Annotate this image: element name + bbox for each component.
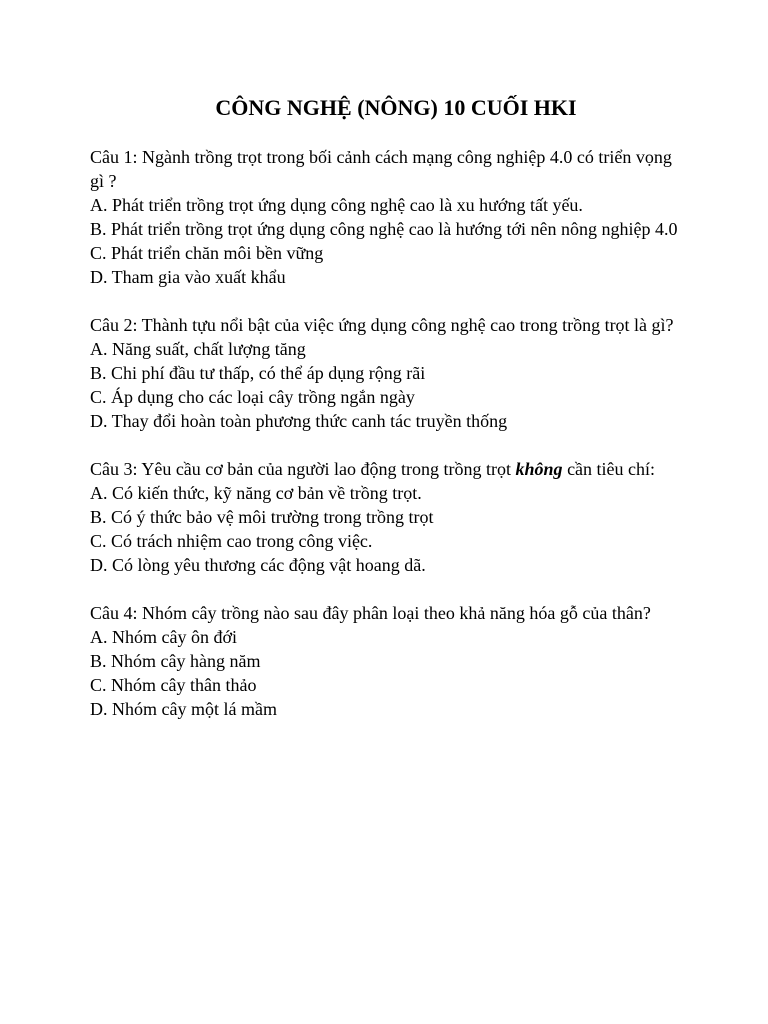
question-3 bbox=[90, 457, 690, 577]
question-4-option-c: C. Nhóm cây thân thảo bbox=[90, 675, 257, 695]
question-2-option-d: D. Thay đổi hoàn toàn phương thức canh tác truyền thống bbox=[90, 411, 508, 431]
question-2-option-c: C. Áp dụng cho các loại cây trồng ngắn ngày bbox=[90, 387, 415, 407]
question-3-stem-before: Câu 3: Yêu cầu cơ bản của người lao động trong trồng trọt bbox=[90, 459, 516, 479]
question-1 bbox=[90, 145, 690, 289]
question-3-stem-emphasis: không bbox=[515, 459, 563, 479]
question-4-stem: Câu 4: Nhóm cây trồng nào sau đây phân loại theo khả năng hóa gỗ của thân? bbox=[90, 603, 651, 623]
document-title: CÔNG NGHỆ (NÔNG) 10 CUỐI HKI bbox=[215, 95, 577, 120]
question-1-option-c: C. Phát triển chăn môi bền vững bbox=[90, 243, 324, 263]
question-4-option-a: A. Nhóm cây ôn đới bbox=[90, 627, 237, 647]
question-1-stem: Câu 1: Ngành trồng trọt trong bối cảnh cách mạng công nghiệp 4.0 có triển vọng gì ? bbox=[90, 147, 672, 191]
question-1-option-a: A. Phát triển trồng trọt ứng dụng công nghệ cao là xu hướng tất yếu. bbox=[90, 195, 583, 215]
question-2 bbox=[90, 313, 690, 433]
question-2-option-b: B. Chi phí đầu tư thấp, có thể áp dụng rộng rãi bbox=[90, 363, 426, 383]
question-4-option-b: B. Nhóm cây hàng năm bbox=[90, 651, 261, 671]
question-list bbox=[90, 145, 690, 745]
question-3-stem bbox=[90, 457, 690, 481]
question-3-option-a: A. Có kiến thức, kỹ năng cơ bản về trồng trọt. bbox=[90, 483, 422, 503]
question-1-option-d: D. Tham gia vào xuất khẩu bbox=[90, 267, 286, 287]
question-4 bbox=[90, 601, 690, 721]
question-1-option-b: B. Phát triển trồng trọt ứng dụng công nghệ cao là hướng tới nên nông nghiệp 4.0 bbox=[90, 219, 678, 239]
question-3-option-b: B. Có ý thức bảo vệ môi trường trong trồng trọt bbox=[90, 507, 434, 527]
question-3-stem-after: cần tiêu chí: bbox=[562, 459, 656, 479]
question-3-option-c: C. Có trách nhiệm cao trong công việc. bbox=[90, 531, 373, 551]
question-4-option-d: D. Nhóm cây một lá mầm bbox=[90, 699, 277, 719]
question-3-option-d: D. Có lòng yêu thương các động vật hoang dã. bbox=[90, 555, 426, 575]
question-2-option-a: A. Năng suất, chất lượng tăng bbox=[90, 339, 306, 359]
question-2-stem: Câu 2: Thành tựu nổi bật của việc ứng dụng công nghệ cao trong trồng trọt là gì? bbox=[90, 315, 674, 335]
